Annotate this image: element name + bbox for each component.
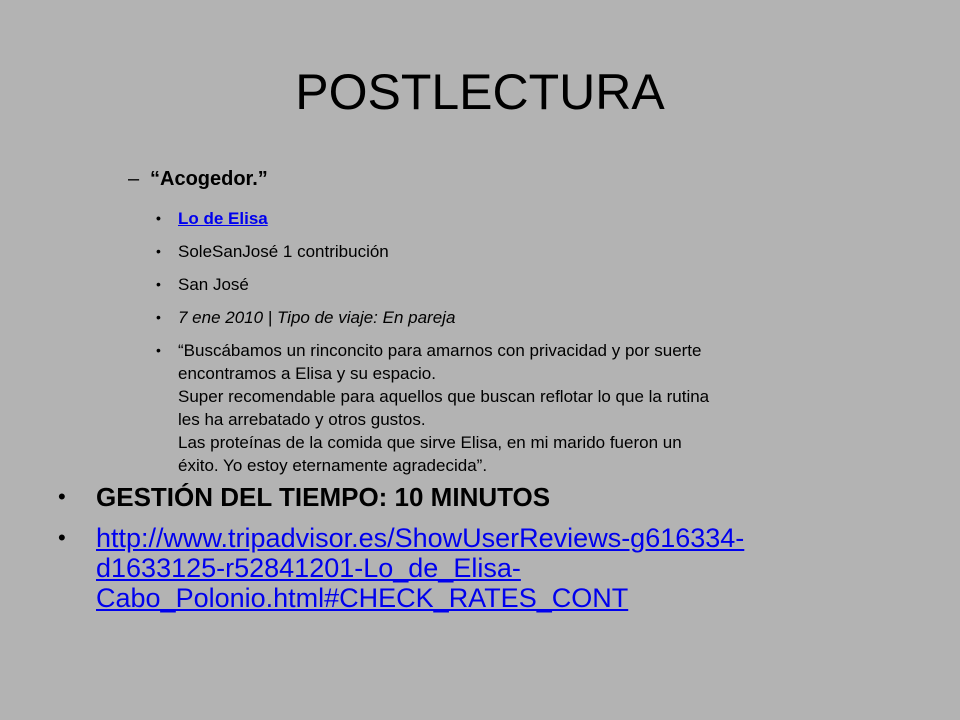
list-item <box>156 306 908 329</box>
review-details <box>156 207 908 477</box>
review-body-line: les ha arrebatado y otros gustos. <box>178 410 426 429</box>
review-user: SoleSanJosé 1 contribución <box>178 242 389 261</box>
review-body-line: encontramos a Elisa y su espacio. <box>178 364 436 383</box>
review-date: 7 ene 2010 | Tipo de viaje: En pareja <box>178 308 456 327</box>
review-body-line: Las proteínas de la comida que sirve Elisa, en mi marido fueron un <box>178 433 682 452</box>
source-url-link[interactable] <box>96 523 886 613</box>
list-item <box>156 207 908 230</box>
list-item <box>156 240 908 263</box>
time-note-text: GESTIÓN DEL TIEMPO: 10 MINUTOS <box>96 482 551 512</box>
url-line: d1633125-r52841201-Lo_de_Elisa- <box>96 553 521 583</box>
url-line: http://www.tripadvisor.es/ShowUserReviews-g616334- <box>96 523 745 553</box>
slide-title: POSTLECTURA <box>295 64 665 120</box>
bullet-icon: • <box>156 243 161 259</box>
bullet-icon: • <box>156 309 161 325</box>
bullet-icon: • <box>156 342 161 358</box>
bullet-icon: • <box>156 210 161 226</box>
source-link-item <box>58 523 886 613</box>
bullet-icon: • <box>58 484 66 509</box>
dash-marker: – <box>128 168 140 190</box>
place-link[interactable]: Lo de Elisa <box>178 209 268 228</box>
review-body-line: éxito. Yo estoy eternamente agradecida”. <box>178 456 488 475</box>
bullet-icon: • <box>156 276 161 292</box>
review-title-text: “Acogedor.” <box>150 168 268 190</box>
review-body-line: Super recomendable para aquellos que buscan reflotar lo que la rutina <box>178 387 710 406</box>
time-note <box>58 482 886 512</box>
review-body-line: “Buscábamos un rinconcito para amarnos con privacidad y por suerte <box>178 341 702 360</box>
url-line: Cabo_Polonio.html#CHECK_RATES_CONT <box>96 583 629 613</box>
list-item <box>156 339 908 477</box>
list-item <box>156 273 908 296</box>
review-location: San José <box>178 275 249 294</box>
review-title <box>128 168 268 191</box>
bullet-icon: • <box>58 525 66 550</box>
